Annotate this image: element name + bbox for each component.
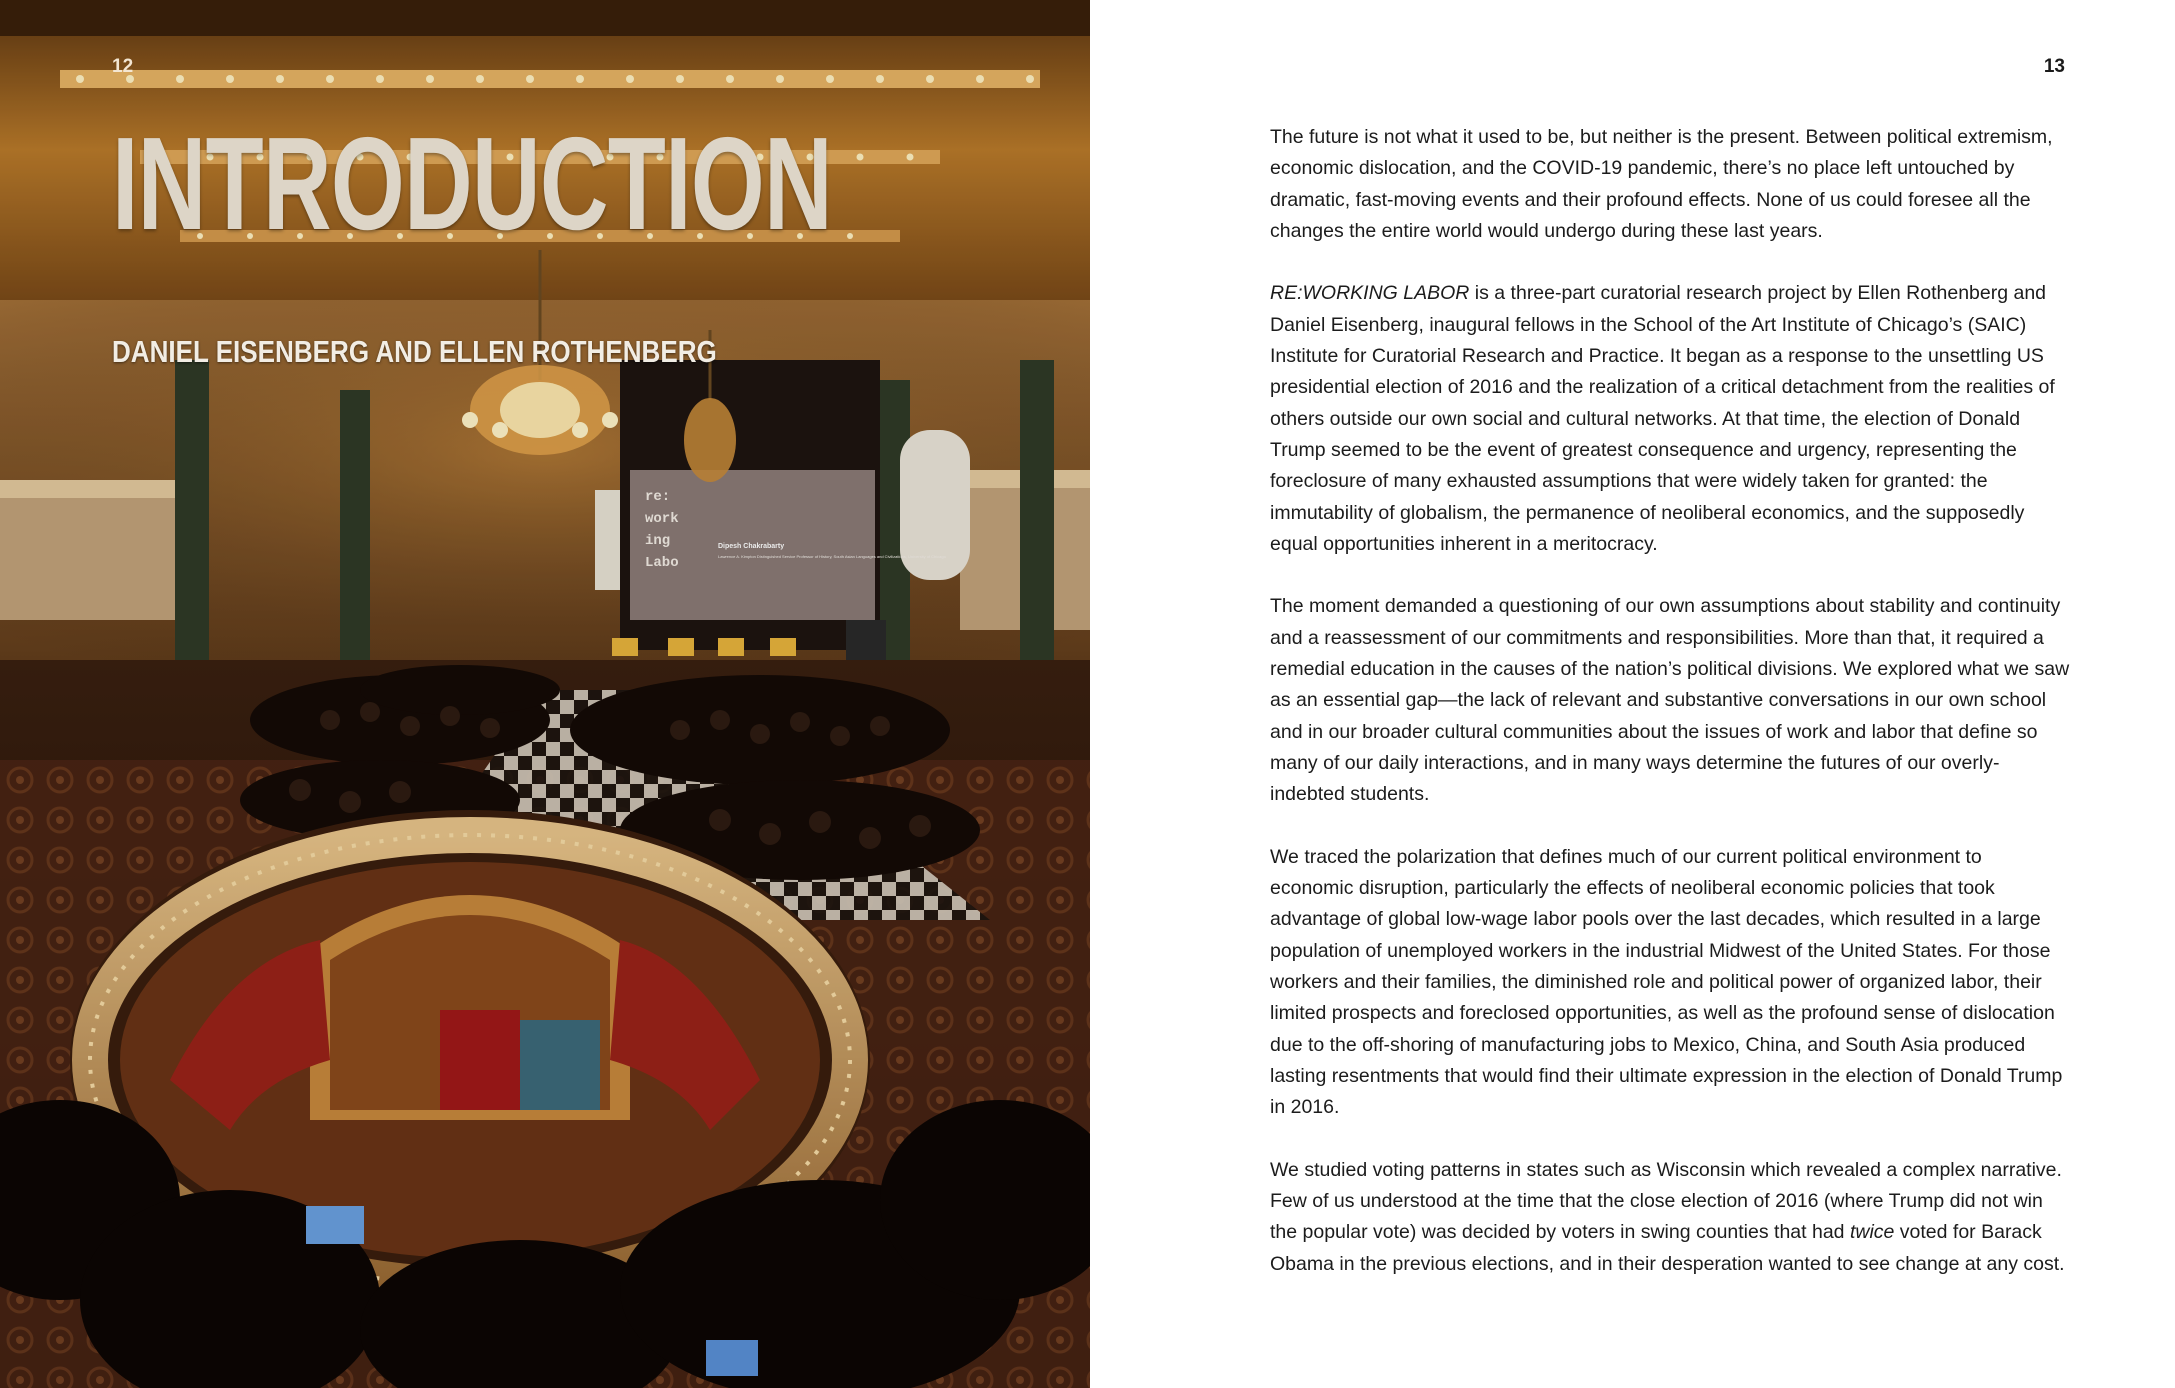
paragraph-5-emphasis: twice xyxy=(1849,1221,1895,1244)
page-number-left: 12 xyxy=(112,56,134,77)
paragraph-1: The future is not what it used to be, but neither is the present. Between political extremism, economic dislocation, and the COVID-19 pandemic, there’s no place left untouched by dramatic, fast-moving events and their profound effects. None of us could foresee all the changes the entire world would undergo during these last years. xyxy=(1270,126,2053,242)
paragraph-3: The moment demanded a questioning of our own assumptions about stability and continuity and a reassessment of our commitments and responsibilities. More than that, it required a remedial education in the causes of the nation’s political divisions. We explored what we saw as an essential gap—the lack of relevant and substantive conversations in our own school and in our broader cultural communities about the issues of work and labor that define so many of our daily interactions, and in many ways determine the futures of our overly-indebted students. xyxy=(1270,595,2070,806)
paragraph-4: We traced the polarization that defines much of our current political environment to economic disruption, particularly the effects of neoliberal economic policies that took advantage of global low-wage labor pools over the last decades, which resulted in a large population of unemployed workers in the industrial Midwest of the United States. For those workers and their families, the diminished role and political power of organized labor, their limited prospects and foreclosed opportunities, as well as the profound sense of dislocation due to the off-shoring of manufacturing jobs to Mexico, China, and South Asia produced lasting resentments that would find their ultimate expression in the election of Donald Trump in 2016. xyxy=(1270,845,2063,1119)
svg-text:ing: ing xyxy=(645,533,671,549)
paragraph-2-text: is a three-part curatorial research project by Ellen Rothenberg and Daniel Eisenberg, inaugural fellows in the School of the Art Institute of Chicago’s (SAIC) Institute for Curatorial Research and Practice. It began as a response to the unsettling US presidential election of 2016 and the realization of a critical detachment from the realities of others outside our own social and cultural networks. At that time, the election of Donald Trump seemed to be the event of greatest consequence and urgency, representing the foreclosure of many exhausted assumptions that were widely taken for granted: the immutability of globalism, the permanence of neoliberal economics, and the supposedly equal opportunities inherent in a meritocracy. xyxy=(1270,282,2055,555)
screen-speaker: Dipesh Chakrabarty xyxy=(718,543,785,550)
right-page xyxy=(1090,0,2175,1388)
page-number-right: 13 xyxy=(2043,56,2065,77)
chapter-title: INTRODUCTION xyxy=(112,110,832,257)
svg-text:re:: re: xyxy=(645,489,671,505)
paragraph-5 xyxy=(1270,1155,2070,1280)
svg-text:work: work xyxy=(645,511,679,527)
author-byline: DANIEL EISENBERG AND ELLEN ROTHENBERG xyxy=(112,334,717,369)
body-text xyxy=(1270,122,2070,1311)
paragraph-5-text-a: We studied voting patterns in states such as Wisconsin which revealed a complex narrative. Few of us understood at the time that the close election of 2016 (where Trump did not win the popular vote) was decided by voters in swing counties that had xyxy=(1270,1158,2062,1244)
screen-affiliation: Lawrence A. Kimpton Distinguished Service Professor of History, South Asian Languages and Civilizations, University of Chicago xyxy=(718,554,946,559)
paragraph-2 xyxy=(1270,278,2070,560)
project-title: RE:WORKING LABOR xyxy=(1270,282,1470,305)
svg-text:Labo: Labo xyxy=(645,555,679,571)
paragraph-5-text-b: voted for Barack Obama in the previous elections, and in their desperation wanted to see change at any cost. xyxy=(1270,1221,2065,1275)
